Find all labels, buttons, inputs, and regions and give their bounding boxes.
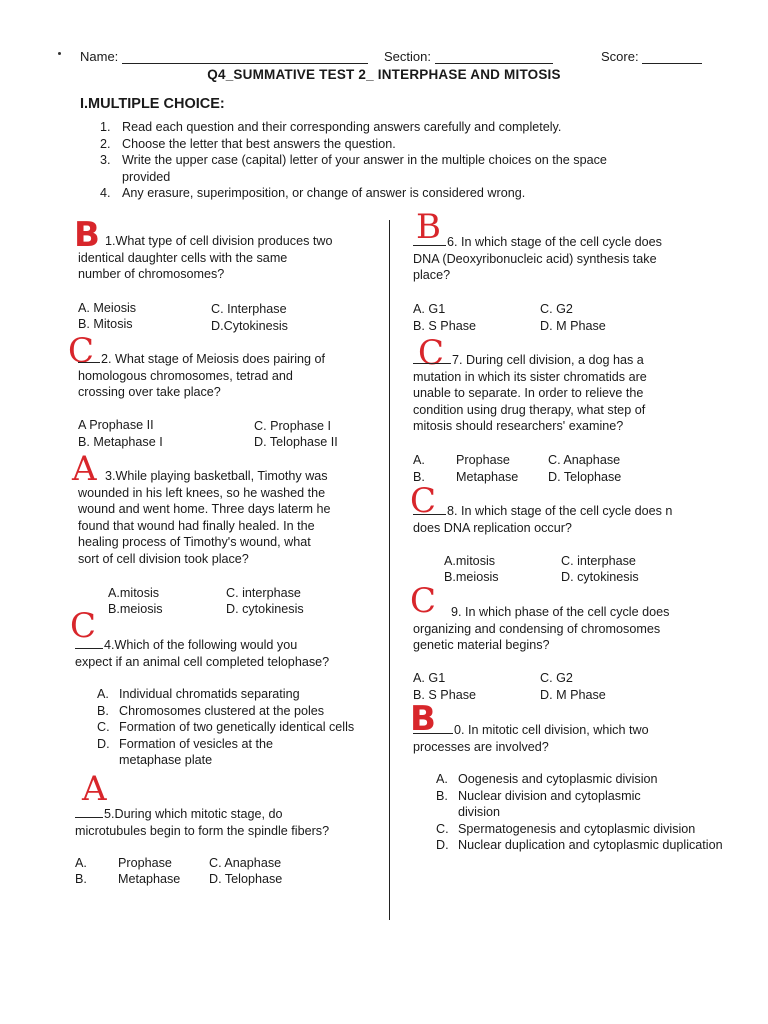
question-4: 4.Which of the following would you expect if an animal cell completed telophase?	[75, 638, 330, 669]
q5-option-b: B. Metaphase	[75, 872, 181, 886]
question-7: 7. During cell division, a dog has a mutation in which its sister chromatids are unable to separate. In order to relieve the condition using drug therapy, what step of mitosis should researchers' examine?	[413, 353, 647, 433]
q1-option-d: D.Cytokinesis	[211, 319, 288, 333]
answer-mark-q1: B	[74, 215, 100, 255]
q8-option-d: D. cytokinesis	[561, 570, 639, 584]
q7-option-d: D. Telophase	[548, 470, 622, 484]
score-blank[interactable]	[642, 51, 702, 64]
q10-option-c: C. Spermatogenesis and cytoplasmic division	[436, 821, 696, 836]
answer-blank[interactable]	[78, 350, 100, 363]
question-6: 6. In which stage of the cell cycle does DNA (Deoxyribonucleic acid) synthesis take place?	[413, 235, 662, 282]
question-8: 8. In which stage of the cell cycle does n does DNA replication occur?	[413, 504, 673, 535]
q3-option-c: C. interphase	[226, 586, 301, 600]
q7-option-c: C. Anaphase	[548, 453, 621, 467]
answer-mark-q4: C	[70, 606, 97, 646]
answer-blank[interactable]	[413, 233, 446, 246]
q10-option-a: A. Oogenesis and cytoplasmic division	[436, 772, 658, 786]
answer-mark-q7: C	[418, 333, 445, 373]
instruction-item: 3. Write the upper case (capital) letter of your answer in the multiple choices on the space provided	[100, 153, 607, 184]
question-10: 0. In mitotic cell division, which two processes are involved?	[413, 723, 649, 754]
q4-option-d: D. Formation of vesicles at the metaphase plate	[97, 736, 273, 767]
stray-dot	[58, 52, 61, 55]
q1-option-b: B. Mitosis	[78, 317, 133, 331]
section-label: Section:	[384, 49, 431, 64]
answer-blank[interactable]	[413, 502, 446, 515]
section-blank[interactable]	[435, 51, 553, 64]
q4-options	[97, 686, 367, 769]
answer-mark-q10: B	[410, 699, 436, 739]
q7-option-b: B. Metaphase	[413, 470, 519, 484]
name-field	[80, 49, 368, 64]
q2-option-a: A Prophase II	[78, 418, 154, 432]
q3-option-d: D. cytokinesis	[226, 602, 304, 616]
q3-option-b: B.meiosis	[108, 602, 163, 616]
section-title: I.MULTIPLE CHOICE:	[80, 96, 225, 112]
q2-option-c: C. Prophase I	[254, 419, 332, 433]
instructions-list	[100, 119, 660, 202]
score-field	[601, 49, 702, 64]
q9-option-c: C. G2	[540, 671, 573, 685]
test-title: Q4_SUMMATIVE TEST 2_ INTERPHASE AND MITOSIS	[207, 67, 561, 82]
q1-option-c: C. Interphase	[211, 302, 287, 316]
q5-option-c: C. Anaphase	[209, 856, 282, 870]
question-1: 1.What type of cell division produces two identical daughter cells with the same number of chromosomes?	[78, 234, 333, 281]
q8-option-a: A.mitosis	[444, 554, 496, 568]
instruction-item: 4. Any erasure, superimposition, or change of answer is considered wrong.	[100, 186, 526, 200]
q9-option-a: A. G1	[413, 671, 446, 685]
q1-option-a: A. Meiosis	[78, 301, 137, 315]
answer-mark-q2: C	[68, 331, 95, 371]
answer-mark-q9: C	[410, 581, 437, 621]
q9-option-b: B. S Phase	[413, 688, 477, 702]
answer-mark-q8: C	[410, 481, 437, 521]
q8-option-b: B.meiosis	[444, 570, 499, 584]
section-field	[384, 49, 553, 64]
name-label: Name:	[80, 49, 119, 64]
q6-option-a: A. G1	[413, 302, 446, 316]
instruction-item: 2. Choose the letter that best answers the question.	[100, 136, 396, 151]
q8-option-c: C. interphase	[561, 554, 636, 568]
question-2: 2. What stage of Meiosis does pairing of homologous chromosomes, tetrad and crossing over take place?	[78, 352, 326, 399]
question-5: 5.During which mitotic stage, do microtubules begin to form the spindle fibers?	[75, 807, 330, 838]
instruction-item: 1. Read each question and their corresponding answers carefully and completely.	[100, 120, 562, 134]
column-divider	[389, 220, 390, 920]
q6-option-c: C. G2	[540, 302, 573, 316]
answer-blank[interactable]	[413, 351, 451, 364]
q10-option-d: D. Nuclear duplication and cytoplasmic duplication	[436, 838, 723, 852]
q5-option-d: D. Telophase	[209, 872, 283, 886]
answer-mark-q6: B	[416, 207, 441, 247]
q5-option-a: A. Prophase	[75, 856, 172, 870]
q10-option-b: B. Nuclear division and cytoplasmic division	[436, 788, 641, 819]
answer-blank[interactable]	[75, 805, 103, 818]
q4-option-b: B. Chromosomes clustered at the poles	[97, 703, 325, 718]
name-blank[interactable]	[122, 51, 368, 64]
q10-options	[436, 771, 723, 854]
answer-mark-q5: A	[82, 769, 107, 809]
q9-option-d: D. M Phase	[540, 688, 606, 702]
q2-option-d: D. Telophase II	[254, 435, 338, 449]
q2-option-b: B. Metaphase I	[78, 435, 163, 449]
answer-mark-q3: A	[72, 449, 97, 489]
q4-option-a: A. Individual chromatids separating	[97, 687, 300, 701]
q7-option-a: A. Prophase	[413, 453, 510, 467]
q3-option-a: A.mitosis	[108, 586, 160, 600]
score-label: Score:	[601, 49, 639, 64]
q6-option-d: D. M Phase	[540, 319, 606, 333]
q4-option-c: C. Formation of two genetically identical cells	[97, 720, 355, 734]
q6-option-b: B. S Phase	[413, 319, 477, 333]
question-9: 9. In which phase of the cell cycle does organizing and condensing of chromosomes genetic material begins?	[413, 605, 670, 652]
answer-blank[interactable]	[75, 636, 103, 649]
answer-blank[interactable]	[413, 721, 453, 734]
question-3: 3.While playing basketball, Timothy was wounded in his left knees, so he washed the wound and went home. Three days laterm he found that wound had finally healed. In the healing process of Timothy's wound, what sort of cell division took place?	[78, 469, 331, 566]
